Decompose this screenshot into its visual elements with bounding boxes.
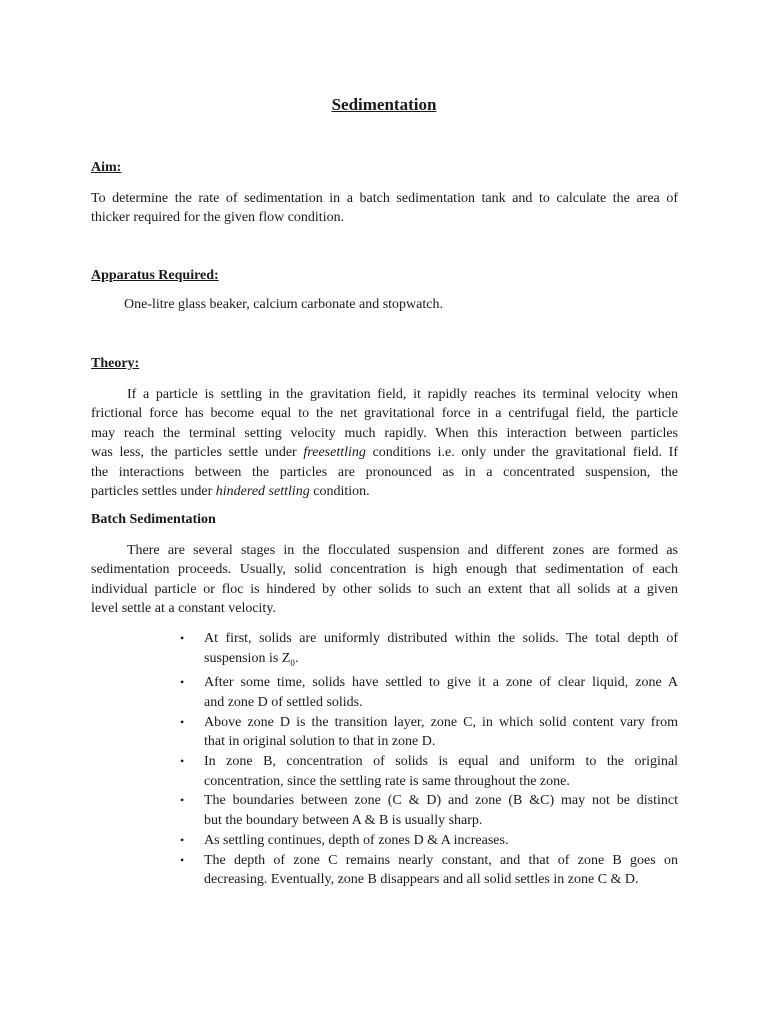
hindered-settling-term: hindered settling — [215, 484, 310, 500]
list-item-line: concentration, since the settling rate is same throughout the zone. — [204, 773, 570, 789]
theory-text: particles settles under — [91, 484, 216, 500]
batch-line: sedimentation proceeds. Usually, solid concentration is high enough that sedimentation of each — [91, 562, 678, 578]
apparatus-heading: Apparatus Required: — [91, 268, 219, 283]
list-item-text: . — [294, 650, 299, 666]
batch-line: There are several stages in the flocculated suspension and different zones are formed as — [127, 543, 678, 558]
list-item-line: In zone B, concentration of solids is equal and uniform to the original — [204, 754, 678, 770]
list-item — [176, 673, 678, 712]
theory-line — [91, 443, 678, 462]
aim-paragraph — [91, 189, 678, 228]
list-item-line: decreasing. Eventually, zone B disappears and all solid settles in zone C & D. — [204, 872, 639, 888]
list-item — [176, 629, 678, 673]
list-item-line: but the boundary between A & B is usually sharp. — [204, 813, 483, 829]
aim-line: To determine the rate of sedimentation in a batch sedimentation tank and to calculate the area of — [91, 191, 678, 206]
bullet-icon: • — [180, 631, 185, 645]
theory-line: If a particle is settling in the gravitation field, it rapidly reaches its terminal velocity when — [127, 387, 678, 402]
list-item-line: and zone D of settled solids. — [204, 694, 363, 710]
batch-line: individual particle or floc is hindered by other solids to such an extent that all solids at a given — [91, 581, 678, 597]
batch-sedimentation-heading: Batch Sedimentation — [91, 512, 216, 527]
list-item-line: The depth of zone C remains nearly constant, and that of zone B goes on — [204, 852, 678, 868]
theory-paragraph — [91, 385, 678, 501]
list-item-line — [204, 649, 678, 674]
theory-text: was less, the particles settle under — [91, 445, 304, 461]
list-item — [176, 752, 678, 791]
list-item — [176, 713, 678, 752]
theory-text: conditions i.e. only under the gravitational field. If — [365, 445, 678, 461]
theory-text: condition. — [309, 484, 370, 500]
list-item-line: The boundaries between zone (C & D) and zone (B &C) may not be distinct — [204, 793, 678, 809]
batch-paragraph — [91, 541, 678, 619]
subscript: 0 — [290, 657, 295, 668]
batch-line: level settle at a constant velocity. — [91, 601, 276, 617]
apparatus-text: One-litre glass beaker, calcium carbonate and stopwatch. — [124, 297, 443, 312]
bullet-icon: • — [180, 852, 185, 867]
list-item-line: As settling continues, depth of zones D & A increases. — [204, 832, 509, 848]
bullet-icon: • — [180, 714, 185, 729]
list-item-line: At first, solids are uniformly distributed within the solids. The total depth of — [204, 631, 678, 646]
theory-line — [91, 482, 678, 501]
theory-heading: Theory: — [91, 356, 140, 371]
theory-line: may reach the terminal setting velocity much rapidly. When this interaction between particles — [91, 425, 678, 441]
theory-line: frictional force has become equal to the net gravitational force in a centrifugal field, the particle — [91, 406, 678, 422]
freesettling-term: freesettling — [303, 445, 366, 461]
page-title: Sedimentation — [331, 95, 437, 114]
list-item-text: suspension is Z — [204, 650, 291, 666]
list-item-line: After some time, solids have settled to give it a zone of clear liquid, zone A — [204, 675, 678, 691]
bullet-icon: • — [180, 793, 185, 808]
list-item — [176, 851, 678, 890]
list-item-line: that in original solution to that in zone D. — [204, 734, 436, 750]
list-item-line: Above zone D is the transition layer, zone C, in which solid content vary from — [204, 714, 678, 730]
aim-line: thicker required for the given flow condition. — [91, 210, 345, 226]
aim-heading: Aim: — [91, 160, 122, 175]
zones-bullet-list — [176, 629, 678, 890]
bullet-icon: • — [180, 832, 185, 847]
bullet-icon: • — [180, 754, 185, 769]
list-item — [176, 791, 678, 830]
bullet-icon: • — [180, 675, 185, 690]
theory-line: the interactions between the particles are pronounced as in a concentrated suspension, the — [91, 464, 678, 480]
list-item — [176, 831, 678, 851]
